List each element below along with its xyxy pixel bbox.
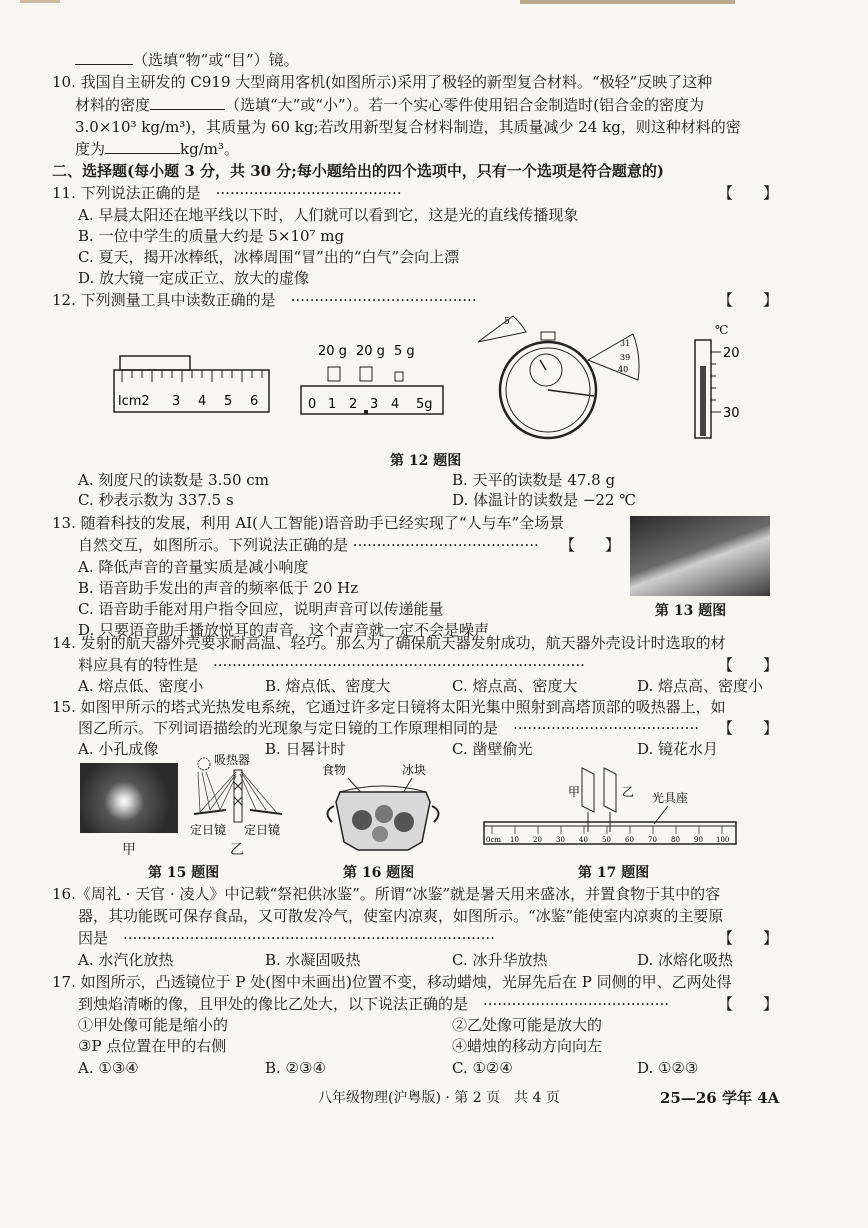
answer-bracket: 【 】 — [560, 536, 621, 554]
q13-option-d: D. 只要语音助手播放悦耳的声音，这个声音就一定不会是噪声 — [78, 621, 490, 639]
car-interior-photo — [630, 516, 770, 596]
ice-label: 冰块 — [402, 763, 427, 777]
ruler-label: 4 — [198, 394, 207, 409]
label-jia: 甲 — [568, 785, 581, 799]
dial-label: 31 — [620, 339, 631, 348]
scale-label: 5g — [416, 397, 433, 412]
q16-line3: 因是 ·············································································· — [78, 929, 495, 947]
edition-label: 25—26 学年 4A — [660, 1089, 780, 1107]
q9-tail: （选填“物”或“目”）镜。 — [75, 50, 299, 70]
dial-label: 40 — [618, 365, 629, 374]
bench-tick: 80 — [671, 836, 680, 844]
answer-bracket: 【 】 — [718, 995, 779, 1013]
q11-stem: 11. 下列说法正确的是 ······································· — [52, 184, 402, 202]
ruler-label: 3 — [172, 394, 181, 409]
q15-option-c: C. 凿壁偷光 — [452, 740, 533, 758]
bench-tick: 50 — [602, 836, 611, 844]
q14-option-a: A. 熔点低、密度小 — [78, 677, 204, 695]
q16-line1: 16.《周礼 · 天官 · 凌人》中记载“祭祀供冰鉴”。所谓“冰鉴”就是暑天用来盛冰，并置食物于其中的容 — [52, 885, 721, 903]
thermo-unit: ℃ — [715, 323, 729, 337]
q10-line1: 10. 我国自主研发的 C919 大型商用客机(如图所示)采用了极轻的新型复合材料。“极轻”反映了这种 — [52, 73, 713, 91]
weight-label: 5 g — [394, 344, 415, 359]
bench-tick: 40 — [579, 836, 588, 844]
fig-caption: 第 15 题图 — [148, 865, 220, 881]
fig-caption: 第 17 题图 — [578, 865, 650, 881]
q12-stem: 12. 下列测量工具中读数正确的是 ······································· — [52, 291, 477, 309]
ruler-label: 6 — [250, 394, 259, 409]
scale-label: 4 — [391, 397, 400, 412]
q17-statement-2: ②乙处像可能是放大的 — [452, 1016, 603, 1034]
q15-option-a: A. 小孔成像 — [78, 740, 159, 758]
stopwatch-figure — [468, 310, 648, 450]
q16-option-a: A. 水汽化放热 — [78, 951, 174, 969]
optical-bench-figure — [482, 762, 744, 857]
bench-tick: 10 — [510, 836, 519, 844]
food-label: 食物 — [322, 763, 347, 777]
q14-line2: 料应具有的特性是 ·············································································· — [78, 656, 585, 674]
thermo-label: 20 — [723, 346, 740, 361]
q13-line1: 13. 随着科技的发展，利用 AI(人工智能)语音助手已经实现了“人与车”全场景 — [52, 514, 565, 532]
q10-line3: 3.0×10³ kg/m³)，其质量为 60 kg;若改用新型复合材料制造，其质量减少 24 kg，则这种材料的密 — [75, 118, 741, 136]
q17-line1: 17. 如图所示，凸透镜位于 P 处(图中未画出)位置不变，移动蜡烛，光屏先后在 P 同侧的甲、乙两处得 — [52, 973, 732, 991]
q11-option-a: A. 早晨太阳还在地平线以下时，人们就可以看到它，这是光的直线传播现象 — [78, 206, 579, 224]
q12-option-b: B. 天平的读数是 47.8 g — [452, 471, 616, 489]
fig-caption: 第 12 题图 — [390, 453, 462, 469]
fig-caption: 第 13 题图 — [655, 603, 727, 619]
q11-option-c: C. 夏天，揭开冰棒纸，冰棒周围“冒”出的“白气”会向上漂 — [78, 248, 460, 266]
absorber-label: 吸热器 — [214, 753, 251, 767]
scan-edge — [520, 0, 735, 4]
ruler-label: lcm2 — [118, 394, 150, 409]
bench-tick: 20 — [533, 836, 542, 844]
fig-caption: 第 16 题图 — [343, 865, 415, 881]
q17-option-c: C. ①②④ — [452, 1059, 513, 1077]
q14-option-c: C. 熔点高、密度大 — [452, 677, 578, 695]
scale-label: 2 — [349, 397, 358, 412]
q13-option-a: A. 降低声音的音量实质是减小响度 — [78, 558, 309, 576]
label-yi: 乙 — [622, 785, 635, 799]
scan-edge — [20, 0, 60, 3]
q12-option-c: C. 秒表示数为 337.5 s — [78, 491, 234, 509]
heliostat-diagram — [186, 752, 296, 842]
q11-option-b: B. 一位中学生的质量大约是 5×10⁷ mg — [78, 227, 345, 245]
dial-label: 5 — [504, 317, 510, 327]
q14-option-b: B. 熔点低、密度大 — [265, 677, 391, 695]
answer-bracket: 【 】 — [718, 656, 779, 674]
page-footer: 八年级物理(沪粤版) · 第 2 页 共 4 页 — [318, 1090, 560, 1106]
q17-statement-3: ③P 点位置在甲的右侧 — [78, 1037, 227, 1055]
section-heading: 二、选择题(每小题 3 分，共 30 分;每小题给出的四个选项中，只有一个选项是符合题意的) — [52, 162, 664, 180]
q16-option-d: D. 冰熔化吸热 — [637, 951, 734, 969]
weight-label: 20 g — [356, 344, 385, 359]
answer-bracket: 【 】 — [718, 719, 779, 737]
mirror-label: 定日镜 — [190, 823, 227, 837]
dial-label: 39 — [620, 353, 631, 362]
answer-blank — [75, 50, 133, 65]
bench-tick: 100 — [716, 836, 730, 844]
q17-statement-4: ④蜡烛的移动方向向左 — [452, 1037, 603, 1055]
mirror-label: 定日镜 — [244, 823, 281, 837]
scale-label: 3 — [370, 397, 379, 412]
q15-option-b: B. 日晷计时 — [265, 740, 346, 758]
q17-statement-1: ①甲处像可能是缩小的 — [78, 1016, 229, 1034]
solar-tower-photo — [80, 763, 178, 833]
scale-label: 1 — [328, 397, 337, 412]
q17-option-b: B. ②③④ — [265, 1059, 326, 1077]
ice-jian-figure — [318, 762, 448, 857]
q15-option-d: D. 镜花水月 — [637, 740, 719, 758]
bench-label: 光具座 — [652, 791, 689, 805]
q17-option-a: A. ①③④ — [78, 1059, 139, 1077]
q16-line2: 器，其功能既可保存食品，又可散发冷气，使室内凉爽，如图所示。“冰鉴”能使室内凉爽的主要原 — [78, 907, 724, 925]
q16-option-c: C. 冰升华放热 — [452, 951, 548, 969]
q12-option-d: D. 体温计的读数是 −22 ℃ — [452, 491, 636, 509]
q10-line2: 材料的密度 （选填“大”或“小”）。若一个实心零件使用铝合金制造时(铝合金的密度为 — [75, 96, 705, 114]
answer-blank — [150, 95, 225, 110]
q13-option-c: C. 语音助手能对用户指令回应，说明声音可以传递能量 — [78, 600, 444, 618]
q15-line2: 图乙所示。下列词语描绘的光现象与定日镜的工作原理相同的是 ······································· — [78, 719, 699, 737]
q12-option-a: A. 刻度尺的读数是 3.50 cm — [78, 471, 269, 489]
bench-tick: 60 — [625, 836, 634, 844]
q17-line2: 到烛焰清晰的像，且甲处的像比乙处大，以下说法正确的是 ······································· — [78, 995, 669, 1013]
bench-tick: 90 — [694, 836, 703, 844]
q14-option-d: D. 熔点高、密度小 — [637, 677, 764, 695]
q13-option-b: B. 语音助手发出的声音的频率低于 20 Hz — [78, 579, 359, 597]
scale-label: 0 — [308, 397, 317, 412]
thermometer-figure — [685, 320, 755, 440]
q11-option-d: D. 放大镜一定成正立、放大的虚像 — [78, 269, 310, 287]
q13-line2: 自然交互，如图所示。下列说法正确的是 ······································· — [78, 536, 539, 554]
ruler-figure — [112, 352, 272, 422]
balance-figure — [298, 340, 448, 420]
label-jia: 甲 — [122, 842, 136, 858]
bench-tick: 70 — [648, 836, 657, 844]
ruler-label: 5 — [224, 394, 233, 409]
q14-line1: 14. 发射的航天器外壳要求耐高温、轻巧。那么为了确保航天器发射成功，航天器外壳设计时选取的材 — [52, 634, 726, 652]
answer-bracket: 【 】 — [718, 929, 779, 947]
q16-option-b: B. 水凝固吸热 — [265, 951, 361, 969]
weight-label: 20 g — [318, 344, 347, 359]
bench-tick: 30 — [556, 836, 565, 844]
q10-line4: 度为 kg/m³。 — [75, 140, 239, 158]
answer-blank — [105, 139, 180, 154]
bench-tick: 0cm — [486, 836, 502, 844]
thermo-label: 30 — [723, 406, 740, 421]
label-yi: 乙 — [230, 842, 244, 858]
answer-bracket: 【 】 — [718, 291, 779, 309]
q17-option-d: D. ①②③ — [637, 1059, 699, 1077]
q15-line1: 15. 如图甲所示的塔式光热发电系统，它通过许多定日镜将太阳光集中照射到高塔顶部的吸热器上，如 — [52, 698, 726, 716]
answer-bracket: 【 】 — [718, 184, 779, 202]
